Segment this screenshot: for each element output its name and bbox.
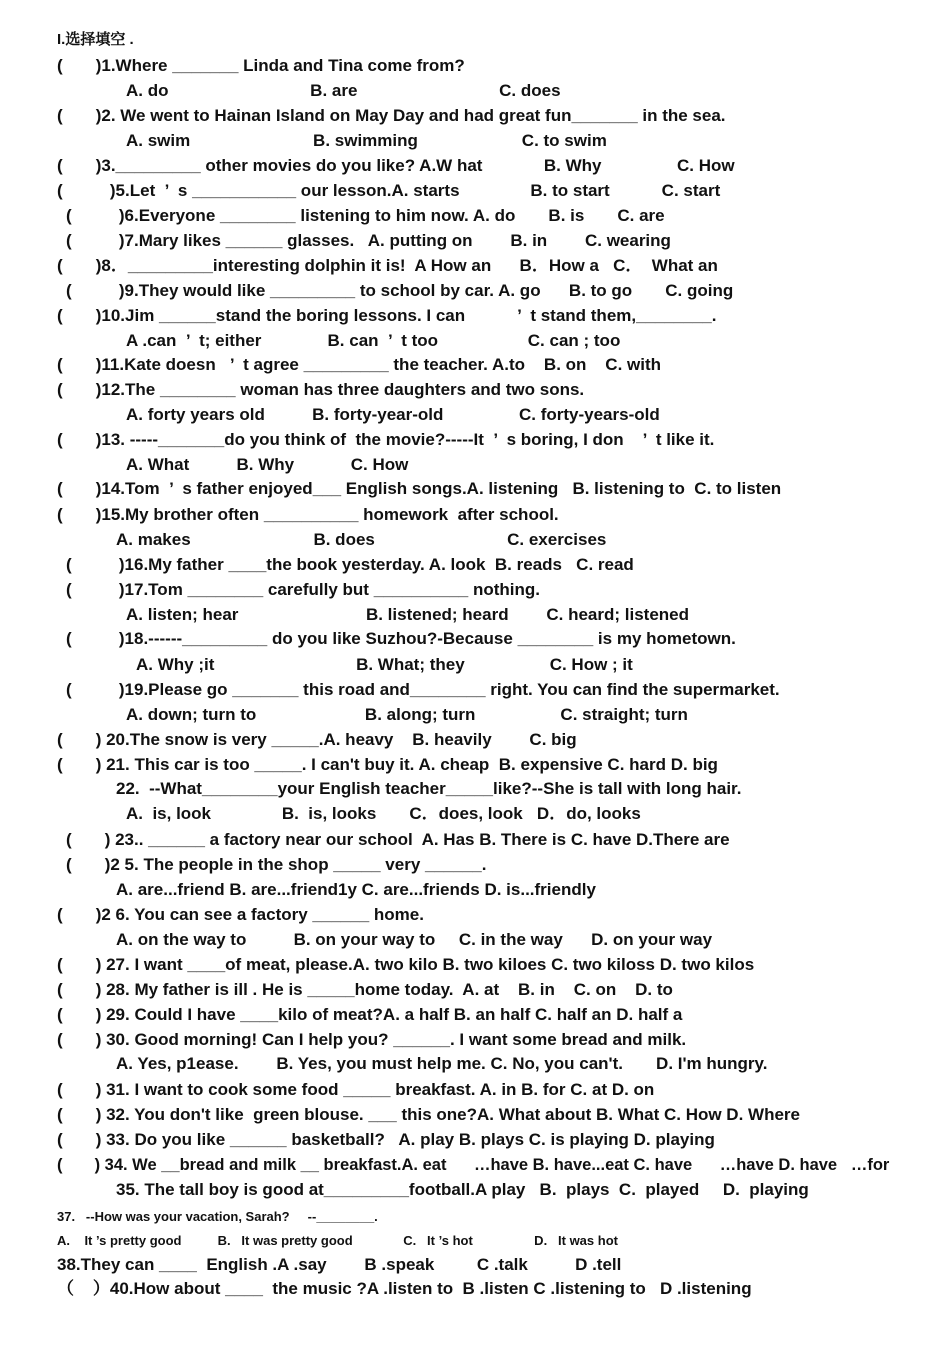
question-line: ( )10.Jim ______stand the boring lessons. I can ’ t stand them,________. bbox=[57, 306, 717, 325]
option-line: A. What B. Why C. How bbox=[126, 455, 409, 474]
question-line: ( )15.My brother often __________ homework after school. bbox=[57, 505, 559, 524]
question-line: ( ) 34. We __bread and milk __ breakfast.A. eat …have B. have...eat C. have …have D. have …for bbox=[57, 1156, 890, 1174]
option-line: A. listen; hear B. listened; heard C. heard; listened bbox=[126, 605, 690, 624]
question-line: ( ) 29. Could I have ____kilo of meat?A. a half B. an half C. half an D. half a bbox=[57, 1005, 683, 1024]
question-line: ( )3._________ other movies do you like? A.W hat B. Why C. How bbox=[57, 156, 735, 175]
question-line: ( )19.Please go _______ this road and________ right. You can find the supermarket. bbox=[66, 680, 780, 699]
question-line: 37. --How was your vacation, Sarah? --________. bbox=[57, 1209, 378, 1224]
question-line: （ ）40.How about ____ the music ?A .listen to B .listen C .listening to D .listening bbox=[57, 1279, 752, 1298]
question-line: ( )8．_________interesting dolphin it is! A How an B．How a C． What an bbox=[57, 256, 718, 275]
question-line: ( ) 27. I want ____of meat, please.A. two kilo B. two kiloes C. two kiloss D. two kilos bbox=[57, 955, 755, 974]
question-line: ( )1.Where _______ Linda and Tina come from? bbox=[57, 56, 465, 75]
option-line: A. swim B. swimming C. to swim bbox=[126, 131, 607, 150]
question-line: 38.They can ____ English .A .say B .speak C .talk D .tell bbox=[57, 1255, 622, 1274]
question-line: ( )2 6. You can see a factory ______ home. bbox=[57, 905, 424, 924]
question-line: ( ) 21. This car is too _____. I can't buy it. A. cheap B. expensive C. hard D. big bbox=[57, 755, 718, 774]
question-line: ( )5.Let ’ s ___________ our lesson.A. starts B. to start C. start bbox=[57, 181, 721, 200]
question-line: ( )9.They would like _________ to school by car. A. go B. to go C. going bbox=[66, 281, 734, 300]
question-line: ( )11.Kate doesn ’ t agree _________ the teacher. A.to B. on C. with bbox=[57, 355, 662, 374]
question-line: ( ) 23.. ______ a factory near our school A. Has B. There is C. have D.There are bbox=[66, 830, 730, 849]
option-line: A. on the way to B. on your way to C. in the way D. on your way bbox=[116, 930, 713, 949]
option-line: A .can ’ t; either B. can ’ t too C. can ; too bbox=[126, 331, 621, 350]
question-line: 22. --What________your English teacher_____like?--She is tall with long hair. bbox=[116, 779, 742, 798]
option-line: A. down; turn to B. along; turn C. straight; turn bbox=[126, 705, 688, 724]
option-line: A. makes B. does C. exercises bbox=[116, 530, 607, 549]
question-line: ( ) 20.The snow is very _____.A. heavy B. heavily C. big bbox=[57, 730, 577, 749]
option-line: A. Why ;it B. What; they C. How ; it bbox=[136, 655, 633, 674]
question-line: ( ) 31. I want to cook some food _____ breakfast. A. in B. for C. at D. on bbox=[57, 1080, 655, 1099]
option-line: A. are...friend B. are...friend1y C. are...friends D. is...friendly bbox=[116, 880, 596, 899]
section-header: I.选择填空 . bbox=[57, 31, 134, 48]
question-line: ( ) 28. My father is ill . He is _____home today. A. at B. in C. on D. to bbox=[57, 980, 673, 999]
question-line: ( )12.The ________ woman has three daughters and two sons. bbox=[57, 380, 585, 399]
question-line: ( ) 32. You don't like green blouse. ___ this one?A. What about B. What C. How D. Where bbox=[57, 1105, 800, 1124]
option-line: A. is, look B. is, looks C．does, look D．do, looks bbox=[126, 804, 641, 823]
option-line: A. It ’s pretty good B. It was pretty good C. It ’s hot D. It was hot bbox=[57, 1233, 618, 1248]
question-line: ( )13. -----_______do you think of the movie?-----It ’ s boring, I don ’ t like it. bbox=[57, 430, 715, 449]
question-line: ( )17.Tom ________ carefully but __________ nothing. bbox=[66, 580, 540, 599]
question-line: ( ) 33. Do you like ______ basketball? A. play B. plays C. is playing D. playing bbox=[57, 1130, 715, 1149]
question-line: ( )18.------_________ do you like Suzhou?-Because ________ is my hometown. bbox=[66, 629, 736, 648]
option-line: A. do B. are C. does bbox=[126, 81, 561, 100]
question-line: ( )14.Tom ’ s father enjoyed___ English songs.A. listening B. listening to C. to listen bbox=[57, 479, 782, 498]
question-line: 35. The tall boy is good at_________football.A play B. plays C. played D. playing bbox=[116, 1180, 809, 1199]
question-line: ( )7.Mary likes ______ glasses. A. putting on B. in C. wearing bbox=[66, 231, 671, 250]
question-line: ( ) 30. Good morning! Can I help you? ______. I want some bread and milk. bbox=[57, 1030, 687, 1049]
option-line: A. Yes, p1ease. B. Yes, you must help me. C. No, you can't. D. I'm hungry. bbox=[116, 1054, 768, 1073]
question-line: ( )16.My father ____the book yesterday. A. look B. reads C. read bbox=[66, 555, 634, 574]
question-line: ( )2 5. The people in the shop _____ very ______. bbox=[66, 855, 487, 874]
option-line: A. forty years old B. forty-year-old C. forty-years-old bbox=[126, 405, 660, 424]
question-line: ( )6.Everyone ________ listening to him now. A. do B. is C. are bbox=[66, 206, 665, 225]
question-line: ( )2. We went to Hainan Island on May Day and had great fun_______ in the sea. bbox=[57, 106, 726, 125]
